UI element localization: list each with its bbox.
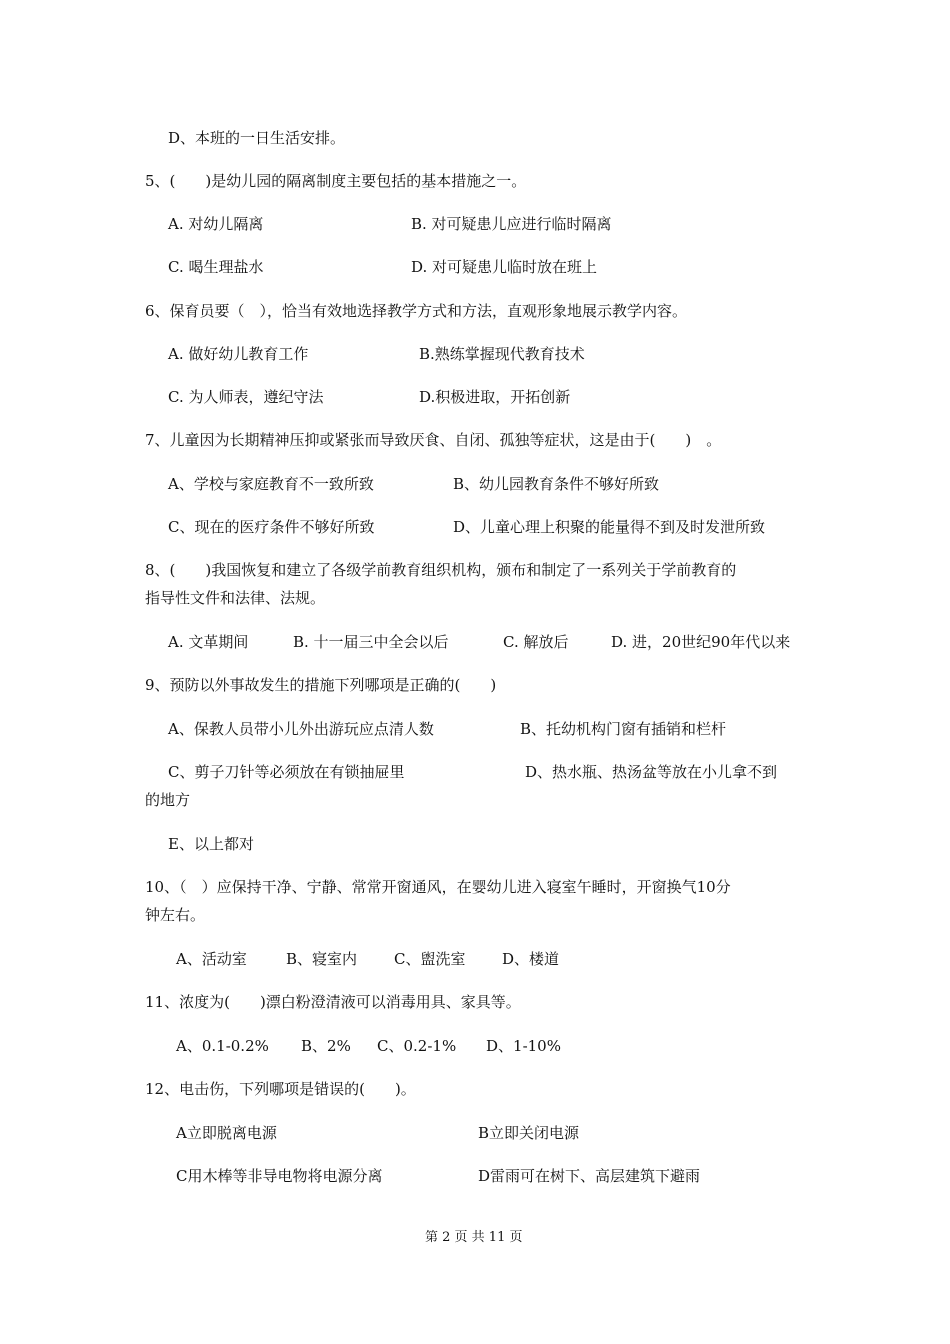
- q11-option-d: D、1-10%: [486, 1037, 561, 1055]
- q6-option-b: B.熟练掌握现代教育技术: [419, 345, 585, 363]
- q7-option-d: D、儿童心理上积聚的能量得不到及时发泄所致: [453, 518, 766, 536]
- q11-option-c: C、0.2-1%: [377, 1037, 457, 1055]
- q7-option-a: A、学校与家庭教育不一致所致: [168, 475, 374, 493]
- q8-stem-line1: 8、( )我国恢复和建立了各级学前教育组织机构，颁布和制定了一系列关于学前教育的: [145, 561, 737, 579]
- q6-option-c: C. 为人师表，遵纪守法: [168, 388, 324, 406]
- q9-option-d-line2: 的地方: [145, 791, 191, 809]
- q8-stem-line2: 指导性文件和法律、法规。: [145, 589, 326, 607]
- q10-option-b: B、寝室内: [286, 950, 358, 968]
- q9-option-b: B、托幼机构门窗有插销和栏杆: [520, 720, 727, 738]
- q7-stem: 7、儿童因为长期精神压抑或紧张而导致厌食、自闭、孤独等症状，这是由于( ) 。: [145, 431, 722, 449]
- q12-option-b: B立即关闭电源: [478, 1124, 580, 1142]
- q5-option-b: B. 对可疑患儿应进行临时隔离: [411, 215, 612, 233]
- page-number-footer: 第 2 页 共 11 页: [425, 1230, 523, 1245]
- q10-stem-line2: 钟左右。: [145, 906, 206, 924]
- q9-option-d-line1: D、热水瓶、热汤盆等放在小儿拿不到: [525, 763, 778, 781]
- q5-option-c: C. 喝生理盐水: [168, 258, 264, 276]
- q6-option-a: A. 做好幼儿教育工作: [168, 345, 309, 363]
- q9-stem: 9、预防以外事故发生的措施下列哪项是正确的( ): [145, 676, 497, 694]
- q12-option-a: A立即脱离电源: [176, 1124, 277, 1142]
- q8-option-b: B. 十一届三中全会以后: [293, 633, 449, 651]
- q8-option-a: A. 文革期间: [168, 633, 249, 651]
- q10-option-c: C、盥洗室: [394, 950, 466, 968]
- q8-option-d: D. 进，20世纪90年代以来: [611, 633, 791, 651]
- q5-stem: 5、( )是幼儿园的隔离制度主要包括的基本措施之一。: [145, 172, 527, 190]
- q5-option-a: A. 对幼儿隔离: [168, 215, 264, 233]
- q7-option-c: C、现在的医疗条件不够好所致: [168, 518, 375, 536]
- q11-stem: 11、浓度为( )漂白粉澄清液可以消毒用具、家具等。: [145, 993, 521, 1011]
- q10-stem-line1: 10、（ ）应保持干净、宁静、常常开窗通风，在婴幼儿进入寝室午睡时，开窗换气10分: [145, 878, 731, 896]
- q11-option-a: A、0.1-0.2%: [176, 1037, 269, 1055]
- q6-stem: 6、保育员要（ ），恰当有效地选择教学方式和方法，直观形象地展示教学内容。: [145, 302, 688, 320]
- q12-option-d: D雷雨可在树下、高层建筑下避雨: [478, 1167, 701, 1185]
- q9-option-e: E、以上都对: [168, 835, 254, 853]
- q9-option-c: C、剪子刀针等必须放在有锁抽屉里: [168, 763, 405, 781]
- q12-option-c: C用木棒等非导电物将电源分离: [176, 1167, 383, 1185]
- q10-option-d: D、楼道: [502, 950, 560, 968]
- q11-option-b: B、2%: [301, 1037, 351, 1055]
- q6-option-d: D.积极进取，开拓创新: [419, 388, 571, 406]
- q7-option-b: B、幼儿园教育条件不够好所致: [453, 475, 660, 493]
- q9-option-a: A、保教人员带小儿外出游玩应点清人数: [168, 720, 434, 738]
- q4-option-d: D、本班的一日生活安排。: [168, 129, 346, 147]
- q12-stem: 12、电击伤，下列哪项是错误的( )。: [145, 1080, 416, 1098]
- q10-option-a: A、活动室: [176, 950, 247, 968]
- q5-option-d: D. 对可疑患儿临时放在班上: [411, 258, 598, 276]
- q8-option-c: C. 解放后: [503, 633, 569, 651]
